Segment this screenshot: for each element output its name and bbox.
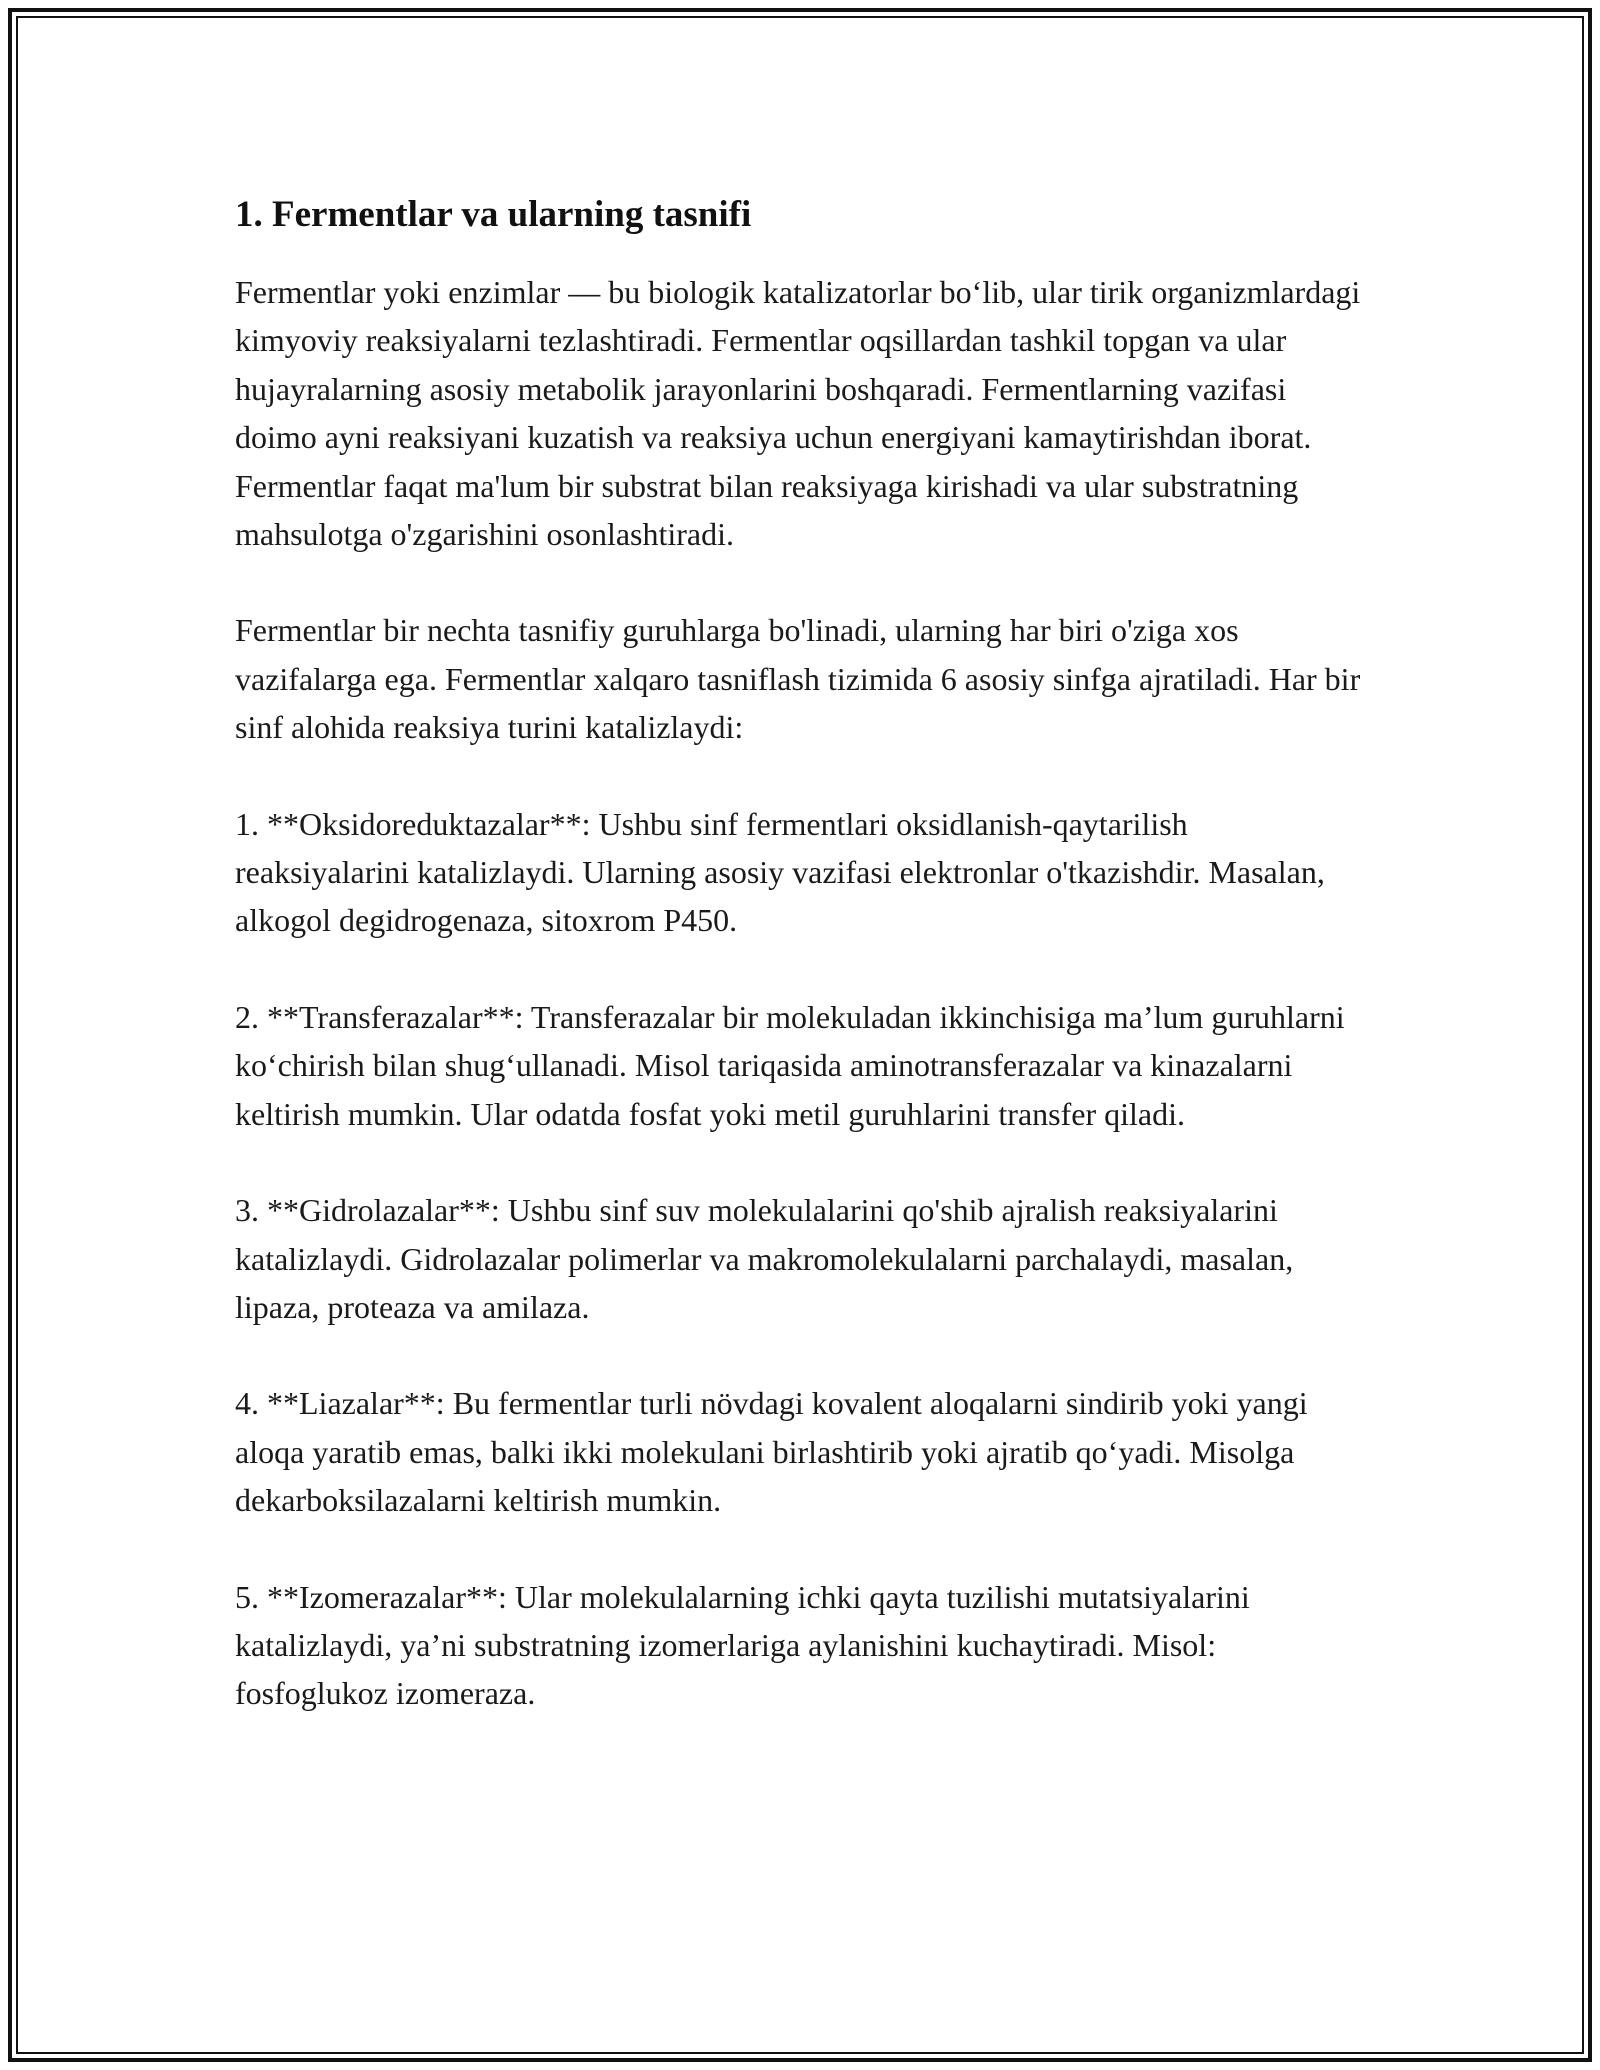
classification-paragraph: Fermentlar bir nechta tasnifiy guruhlarga bo'linadi, ularning har biri o'ziga xos vazifalarga ega. Fermentlar xalqaro tasniflash tizimida 6 asosiy sinfga ajratiladi. Har bir sinf alohida reaksiya turini katalizlaydi:	[235, 612, 1361, 746]
list-item-hydrolases: 3. **Gidrolazalar**: Ushbu sinf suv molekulalarini qo'shib ajralish reaksiyalarini katalizlaydi. Gidrolazalar polimerlar va makromolekulalarni parchalaydi, masalan, lipaza, proteaza va amilaza.	[235, 1192, 1294, 1325]
intro-paragraph: Fermentlar yoki enzimlar — bu biologik katalizatorlar bo‘lib, ular tirik organizmlardagi kimyoviy reaksiyalarni tezlashtiradi. Fermentlar oqsillardan tashkil topgan va ular hujayralarning asosiy metabolik jarayonlarini boshqaradi. Fermentlarning vazifasi doimo ayni reaksiyani kuzatish va reaksiya uchun energiyani kamaytirishdan iborat. Fermentlar faqat ma'lum bir substrat bilan reaksiyaga kirishadi va ular substratning mahsulotga o'zgarishini osonlashtiradi.	[235, 274, 1361, 553]
list-item-transferases: 2. **Transferazalar**: Transferazalar bir molekuladan ikkinchisiga ma’lum guruhlarni ko‘chirish bilan shug‘ullanadi. Misol tariqasida aminotransferazalar va kinazalarni keltirish mumkin. Ular odatda fosfat yoki metil guruhlarini transfer qiladi.	[235, 998, 1345, 1132]
section-heading: 1. Fermentlar va ularning tasnifi	[235, 194, 752, 235]
list-item-lyases: 4. **Liazalar**: Bu fermentlar turli növdagi kovalent aloqalarni sindirib yoki yangi aloqa yaratib emas, balki ikki molekulani birlashtirib yoki ajratib qo‘yadi. Misolga dekarboksilazalarni keltirish mumkin.	[235, 1385, 1308, 1519]
list-item-isomerases: 5. **Izomerazalar**: Ular molekulalarning ichki qayta tuzilishi mutatsiyalarini katalizlaydi, ya’ni substratning izomerlariga aylanishini kuchaytiradi. Misol: fosfoglukoz izomeraza.	[235, 1578, 1250, 1712]
document-body	[235, 186, 1365, 1766]
list-item-oxidoreductases: 1. **Oksidoreduktazalar**: Ushbu sinf fermentlari oksidlanish-qaytarilish reaksiyalarini katalizlaydi. Ularning asosiy vazifasi elektronlar o'tkazishdir. Masalan, alkogol degidrogenaza, sitoxrom P450.	[235, 805, 1325, 939]
